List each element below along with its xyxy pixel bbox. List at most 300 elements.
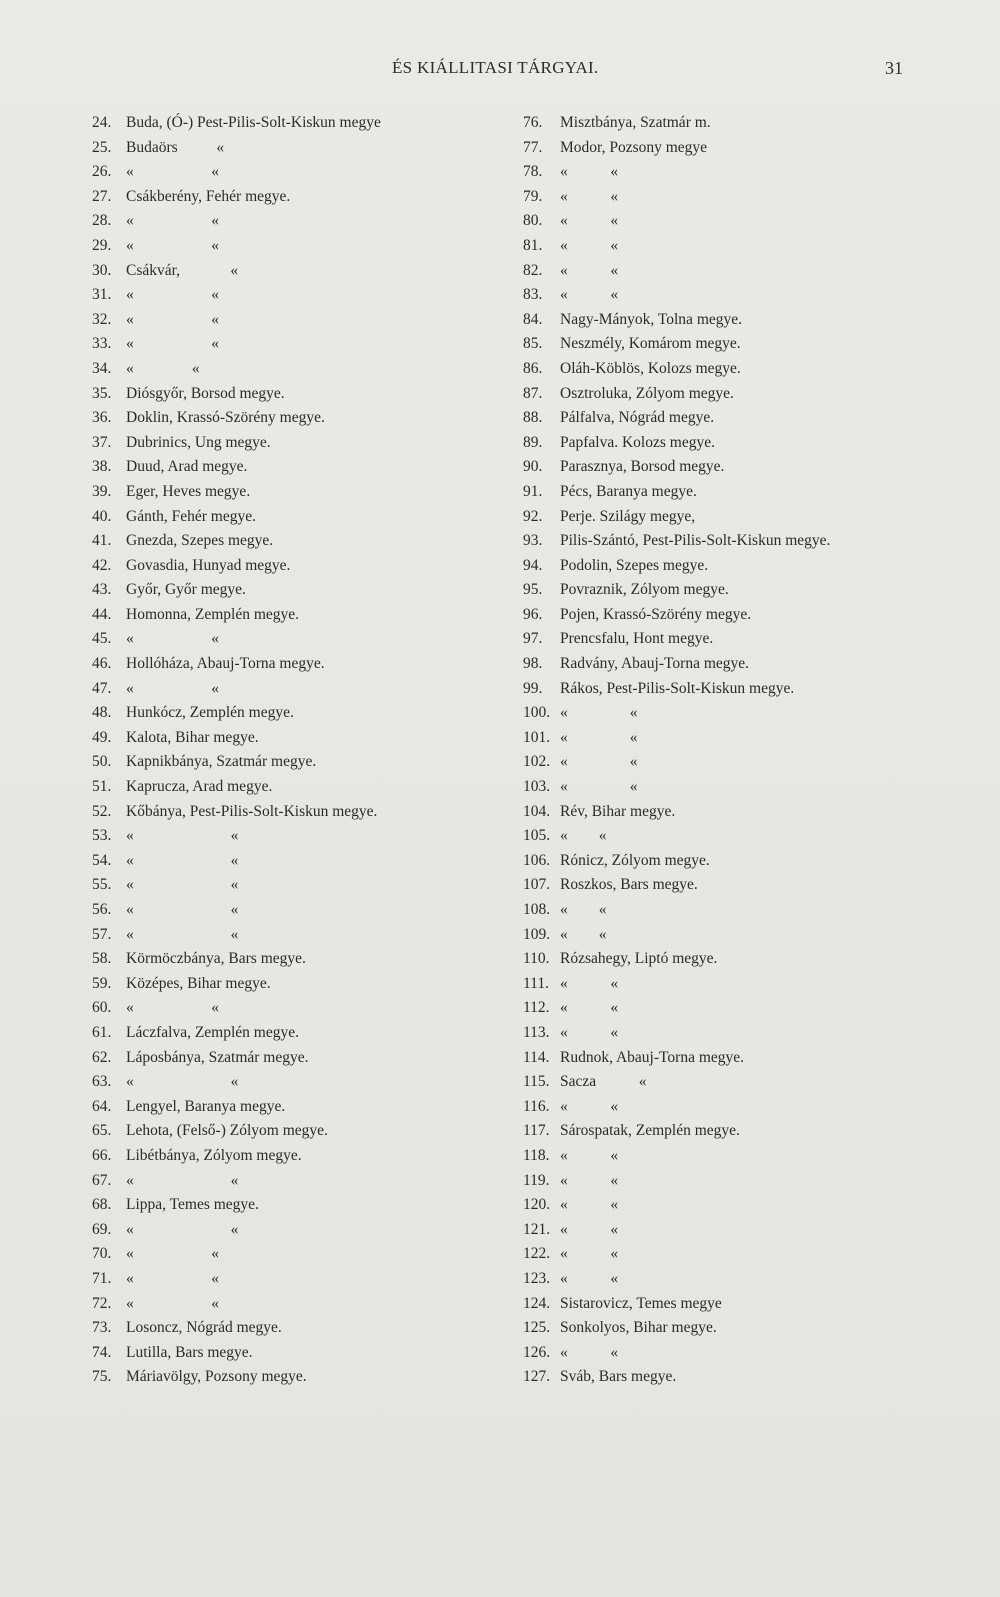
item-text: « « [126, 212, 219, 230]
item-number: 65. [92, 1122, 112, 1140]
item-text: « « [126, 286, 219, 304]
item-number: 48. [92, 704, 112, 722]
item-text: « « [560, 1146, 619, 1164]
item-text: Láczfalva, Zemplén megye. [126, 1023, 299, 1041]
list-item [523, 332, 923, 357]
item-number: 73. [92, 1319, 112, 1337]
item-text: Oláh-Köblös, Kolozs megye. [560, 359, 741, 377]
item-text: « « [126, 876, 239, 894]
item-text: Lengyel, Baranya megye. [126, 1097, 286, 1115]
item-text: « « [126, 1171, 239, 1189]
item-number: 77. [523, 138, 543, 156]
item-number: 67. [92, 1171, 112, 1189]
list-item [523, 382, 923, 407]
item-number: 64. [92, 1097, 112, 1115]
item-number: 55. [92, 876, 112, 894]
item-text: « « [126, 1269, 219, 1287]
item-number: 82. [523, 261, 543, 279]
item-text: Csákberény, Fehér megye. [126, 187, 291, 205]
item-number: 39. [92, 482, 112, 500]
list-item [523, 1365, 923, 1390]
item-text: Radvány, Abauj-Torna megye. [560, 655, 750, 673]
item-text: Sacza « [560, 1073, 647, 1091]
list-item [92, 406, 512, 431]
list-item [523, 996, 923, 1021]
item-number: 31. [92, 286, 112, 304]
list-item [523, 750, 923, 775]
list-item [92, 873, 512, 898]
item-number: 124. [523, 1294, 551, 1312]
list-item [92, 554, 512, 579]
item-number: 107. [523, 876, 551, 894]
list-item [92, 1341, 512, 1366]
list-item [92, 726, 512, 751]
item-text: « « [560, 212, 619, 230]
list-item [92, 332, 512, 357]
item-number: 71. [92, 1269, 112, 1287]
item-number: 126. [523, 1343, 551, 1361]
item-number: 97. [523, 630, 543, 648]
list-item [523, 529, 923, 554]
item-number: 47. [92, 679, 112, 697]
list-item [92, 1046, 512, 1071]
item-text: Hollóháza, Abauj-Torna megye. [126, 655, 325, 673]
item-text: Sárospatak, Zemplén megye. [560, 1122, 740, 1140]
item-text: « « [126, 901, 239, 918]
list-item [92, 1316, 512, 1341]
list-item [92, 898, 512, 923]
list-item [523, 1316, 923, 1341]
list-item [92, 382, 512, 407]
list-item [523, 554, 923, 579]
item-number: 52. [92, 802, 112, 820]
list-item [523, 1169, 923, 1194]
list-item [523, 455, 923, 480]
list-item [523, 1292, 923, 1317]
item-text: « « [126, 1245, 219, 1263]
list-item [92, 1169, 512, 1194]
item-number: 46. [92, 655, 112, 673]
list-item [92, 209, 512, 234]
item-text: Nagy-Mányok, Tolna megye. [560, 310, 743, 328]
list-item [92, 283, 512, 308]
item-text: Rév, Bihar megye. [560, 802, 676, 820]
list-item [92, 234, 512, 259]
item-text: Rákos, Pest-Pilis-Solt-Kiskun megye. [560, 679, 795, 697]
list-item [92, 1021, 512, 1046]
item-number: 119. [523, 1171, 550, 1189]
item-number: 94. [523, 556, 543, 574]
item-number: 51. [92, 778, 112, 796]
item-text: Lutilla, Bars megye. [126, 1343, 253, 1361]
list-item [523, 652, 923, 677]
item-number: 81. [523, 236, 543, 254]
item-text: Gánth, Fehér megye. [126, 507, 256, 525]
item-number: 102. [523, 753, 551, 771]
item-text: Povraznik, Zólyom megye. [560, 581, 729, 599]
item-text: Rózsahegy, Liptó megye. [560, 950, 718, 968]
item-number: 112. [523, 999, 550, 1017]
list-item [523, 677, 923, 702]
item-number: 63. [92, 1073, 112, 1091]
list-item [92, 1218, 512, 1243]
list-item [523, 1267, 923, 1292]
item-text: Csákvár, « [126, 261, 239, 279]
list-item [92, 652, 512, 677]
item-text: « « [560, 1343, 619, 1361]
list-item [523, 234, 923, 259]
item-text: Doklin, Krassó-Szörény megye. [126, 409, 325, 427]
item-number: 118. [523, 1146, 550, 1164]
item-text: « « [560, 261, 619, 279]
item-text: Kapnikbánya, Szatmár megye. [126, 753, 317, 771]
list-item [92, 431, 512, 456]
item-text: Libétbánya, Zólyom megye. [126, 1146, 302, 1164]
item-number: 86. [523, 359, 543, 377]
list-item [523, 849, 923, 874]
list-item [523, 701, 923, 726]
item-text: Homonna, Zemplén megye. [126, 605, 300, 623]
list-item [523, 947, 923, 972]
item-text: « « [560, 187, 619, 205]
item-text: Lehota, (Felső-) Zólyom megye. [126, 1122, 328, 1140]
item-text: Duud, Arad megye. [126, 458, 248, 476]
item-text: Losoncz, Nógrád megye. [126, 1319, 282, 1337]
list-item [92, 455, 512, 480]
item-text: Kőbánya, Pest-Pilis-Solt-Kiskun megye. [126, 802, 378, 820]
item-number: 96. [523, 605, 543, 623]
item-number: 115. [523, 1073, 550, 1091]
item-number: 58. [92, 950, 112, 968]
list-item [523, 283, 923, 308]
list-item [92, 849, 512, 874]
item-number: 29. [92, 236, 112, 254]
item-number: 66. [92, 1146, 112, 1164]
item-number: 27. [92, 187, 112, 205]
item-text: Podolin, Szepes megye. [560, 556, 709, 574]
item-text: Középes, Bihar megye. [126, 974, 271, 992]
item-text: « « [560, 925, 607, 943]
list-item [92, 1365, 512, 1390]
list-item [92, 677, 512, 702]
item-number: 45. [92, 630, 112, 648]
item-number: 80. [523, 212, 543, 230]
item-number: 103. [523, 778, 551, 796]
page-header [0, 58, 1000, 88]
page-number: 31 [885, 58, 903, 78]
item-number: 76. [523, 114, 543, 131]
item-text: « « [560, 753, 638, 771]
list-item [523, 431, 923, 456]
item-text: Misztbánya, Szatmár m. [560, 114, 711, 131]
list-item [92, 136, 512, 161]
item-text: « « [560, 1220, 619, 1238]
item-number: 69. [92, 1220, 112, 1238]
list-item [523, 406, 923, 431]
list-item [92, 1193, 512, 1218]
item-text: « « [560, 974, 619, 992]
item-number: 53. [92, 827, 112, 845]
item-text: Eger, Heves megye. [126, 482, 251, 500]
item-text: Sonkolyos, Bihar megye. [560, 1319, 717, 1337]
item-number: 109. [523, 925, 551, 943]
item-text: « « [560, 1171, 619, 1189]
list-item [92, 308, 512, 333]
item-number: 110. [523, 950, 550, 968]
item-text: Modor, Pozsony megye [560, 138, 708, 156]
list-item [523, 505, 923, 530]
item-number: 92. [523, 507, 543, 525]
item-text: Govasdia, Hunyad megye. [126, 556, 291, 574]
item-number: 32. [92, 310, 112, 328]
right-column-list [523, 111, 923, 1390]
list-item [523, 209, 923, 234]
item-number: 117. [523, 1122, 550, 1140]
list-item [523, 726, 923, 751]
item-number: 108. [523, 901, 551, 918]
item-number: 95. [523, 581, 543, 599]
item-text: « « [560, 1245, 619, 1263]
list-item [523, 603, 923, 628]
item-text: « « [126, 827, 239, 845]
list-item [92, 259, 512, 284]
list-item [523, 1070, 923, 1095]
item-number: 60. [92, 999, 112, 1017]
list-item [523, 1242, 923, 1267]
list-item [92, 480, 512, 505]
item-number: 43. [92, 581, 112, 599]
item-number: 113. [523, 1023, 550, 1041]
list-item [523, 160, 923, 185]
list-item [523, 873, 923, 898]
list-item [92, 750, 512, 775]
item-text: Papfalva. Kolozs megye. [560, 433, 715, 451]
item-number: 104. [523, 802, 551, 820]
item-number: 106. [523, 851, 551, 869]
list-item [523, 480, 923, 505]
item-number: 70. [92, 1245, 112, 1263]
item-text: Pálfalva, Nógrád megye. [560, 409, 715, 427]
list-item [523, 1021, 923, 1046]
list-item [92, 1242, 512, 1267]
list-item [92, 505, 512, 530]
item-text: « « [560, 827, 607, 845]
item-number: 90. [523, 458, 543, 476]
item-text: « « [126, 925, 239, 943]
item-text: « « [126, 1294, 219, 1312]
item-number: 24. [92, 114, 112, 131]
item-text: Sistarovicz, Temes megye [560, 1294, 722, 1312]
list-item [92, 185, 512, 210]
list-item [523, 1144, 923, 1169]
item-number: 38. [92, 458, 112, 476]
list-item [523, 111, 923, 136]
item-number: 41. [92, 532, 112, 550]
list-item [92, 1119, 512, 1144]
left-column-list [92, 111, 512, 1390]
item-text: « « [560, 704, 638, 722]
item-number: 59. [92, 974, 112, 992]
list-item [92, 529, 512, 554]
list-item [92, 111, 512, 136]
item-text: « « [560, 778, 638, 796]
list-item [523, 898, 923, 923]
item-text: Buda, (Ó-) Pest-Pilis-Solt-Kiskun megye [126, 114, 381, 131]
item-number: 74. [92, 1343, 112, 1361]
item-text: « « [126, 359, 200, 377]
list-item [92, 1095, 512, 1120]
item-number: 84. [523, 310, 543, 328]
list-item [92, 578, 512, 603]
item-text: « « [560, 1097, 619, 1115]
item-text: Neszmély, Komárom megye. [560, 335, 741, 353]
item-number: 54. [92, 851, 112, 869]
item-number: 44. [92, 605, 112, 623]
item-text: « « [126, 335, 219, 353]
item-number: 57. [92, 925, 112, 943]
list-item [523, 357, 923, 382]
item-number: 79. [523, 187, 543, 205]
item-text: Láposbánya, Szatmár megye. [126, 1048, 309, 1066]
item-text: « « [560, 1196, 619, 1214]
item-number: 125. [523, 1319, 551, 1337]
item-text: « « [126, 679, 219, 697]
item-text: Hunkócz, Zemplén megye. [126, 704, 294, 722]
item-number: 101. [523, 728, 551, 746]
list-item [92, 824, 512, 849]
item-text: Prencsfalu, Hont megye. [560, 630, 714, 648]
item-text: « « [560, 901, 607, 918]
item-text: « « [560, 1269, 619, 1287]
item-number: 72. [92, 1294, 112, 1312]
item-number: 50. [92, 753, 112, 771]
item-text: Dubrinics, Ung megye. [126, 433, 271, 451]
item-text: « « [560, 728, 638, 746]
item-text: Lippa, Temes megye. [126, 1196, 259, 1214]
item-text: Perje. Szilágy megye, [560, 507, 696, 525]
item-number: 116. [523, 1097, 550, 1115]
item-number: 37. [92, 433, 112, 451]
list-item [92, 775, 512, 800]
list-item [92, 627, 512, 652]
item-number: 127. [523, 1368, 551, 1386]
item-text: Máriavölgy, Pozsony megye. [126, 1368, 307, 1386]
item-text: Osztroluka, Zólyom megye. [560, 384, 734, 402]
list-item [523, 923, 923, 948]
item-text: « « [126, 999, 219, 1017]
item-text: Sváb, Bars megye. [560, 1368, 677, 1386]
item-text: Rudnok, Abauj-Torna megye. [560, 1048, 745, 1066]
item-text: Parasznya, Borsod megye. [560, 458, 725, 476]
item-text: Gnezda, Szepes megye. [126, 532, 274, 550]
item-text: Pécs, Baranya megye. [560, 482, 697, 500]
item-text: Kaprucza, Arad megye. [126, 778, 273, 796]
item-text: « « [560, 1023, 619, 1041]
item-text: Rónicz, Zólyom megye. [560, 851, 710, 869]
item-number: 91. [523, 482, 543, 500]
item-text: Körmöczbánya, Bars megye. [126, 950, 306, 968]
item-number: 83. [523, 286, 543, 304]
item-text: Budaörs « [126, 138, 225, 156]
list-item [523, 972, 923, 997]
item-number: 35. [92, 384, 112, 402]
list-item [523, 578, 923, 603]
item-number: 61. [92, 1023, 112, 1041]
item-text: Győr, Győr megye. [126, 581, 246, 599]
item-number: 36. [92, 409, 112, 427]
list-item [92, 603, 512, 628]
item-number: 68. [92, 1196, 112, 1214]
item-text: « « [560, 999, 619, 1017]
item-number: 105. [523, 827, 551, 845]
item-number: 26. [92, 163, 112, 181]
item-text: Diósgyőr, Borsod megye. [126, 384, 285, 402]
list-item [92, 160, 512, 185]
item-text: « « [560, 163, 619, 181]
item-number: 88. [523, 409, 543, 427]
item-text: « « [126, 630, 219, 648]
list-item [92, 800, 512, 825]
item-number: 123. [523, 1269, 551, 1287]
item-text: « « [126, 236, 219, 254]
running-title: ÉS KIÁLLITASI TÁRGYAI. [392, 58, 599, 77]
list-item [523, 136, 923, 161]
item-text: Roszkos, Bars megye. [560, 876, 698, 894]
item-number: 42. [92, 556, 112, 574]
list-item [523, 1046, 923, 1071]
item-number: 40. [92, 507, 112, 525]
item-number: 75. [92, 1368, 112, 1386]
item-number: 34. [92, 359, 112, 377]
list-item [92, 972, 512, 997]
list-item [523, 308, 923, 333]
list-item [92, 1267, 512, 1292]
item-number: 49. [92, 728, 112, 746]
list-item [523, 800, 923, 825]
list-item [523, 1218, 923, 1243]
item-number: 120. [523, 1196, 551, 1214]
item-number: 111. [523, 974, 549, 992]
item-number: 98. [523, 655, 543, 673]
item-text: « « [126, 163, 219, 181]
list-item [92, 947, 512, 972]
item-text: « « [560, 286, 619, 304]
item-number: 87. [523, 384, 543, 402]
list-item [92, 996, 512, 1021]
item-number: 78. [523, 163, 543, 181]
list-item [523, 185, 923, 210]
list-item [523, 627, 923, 652]
item-number: 114. [523, 1048, 550, 1066]
list-item [92, 701, 512, 726]
item-text: Pojen, Krassó-Szörény megye. [560, 605, 752, 623]
list-item [92, 1292, 512, 1317]
list-item [523, 824, 923, 849]
list-item [523, 775, 923, 800]
item-number: 85. [523, 335, 543, 353]
item-number: 122. [523, 1245, 551, 1263]
list-item [523, 1119, 923, 1144]
list-item [92, 357, 512, 382]
item-text: « « [126, 851, 239, 869]
list-item [523, 1341, 923, 1366]
item-number: 30. [92, 261, 112, 279]
item-text: « « [126, 1220, 239, 1238]
item-text: « « [126, 1073, 239, 1091]
item-text: « « [560, 236, 619, 254]
list-item [92, 1144, 512, 1169]
item-number: 99. [523, 679, 543, 697]
